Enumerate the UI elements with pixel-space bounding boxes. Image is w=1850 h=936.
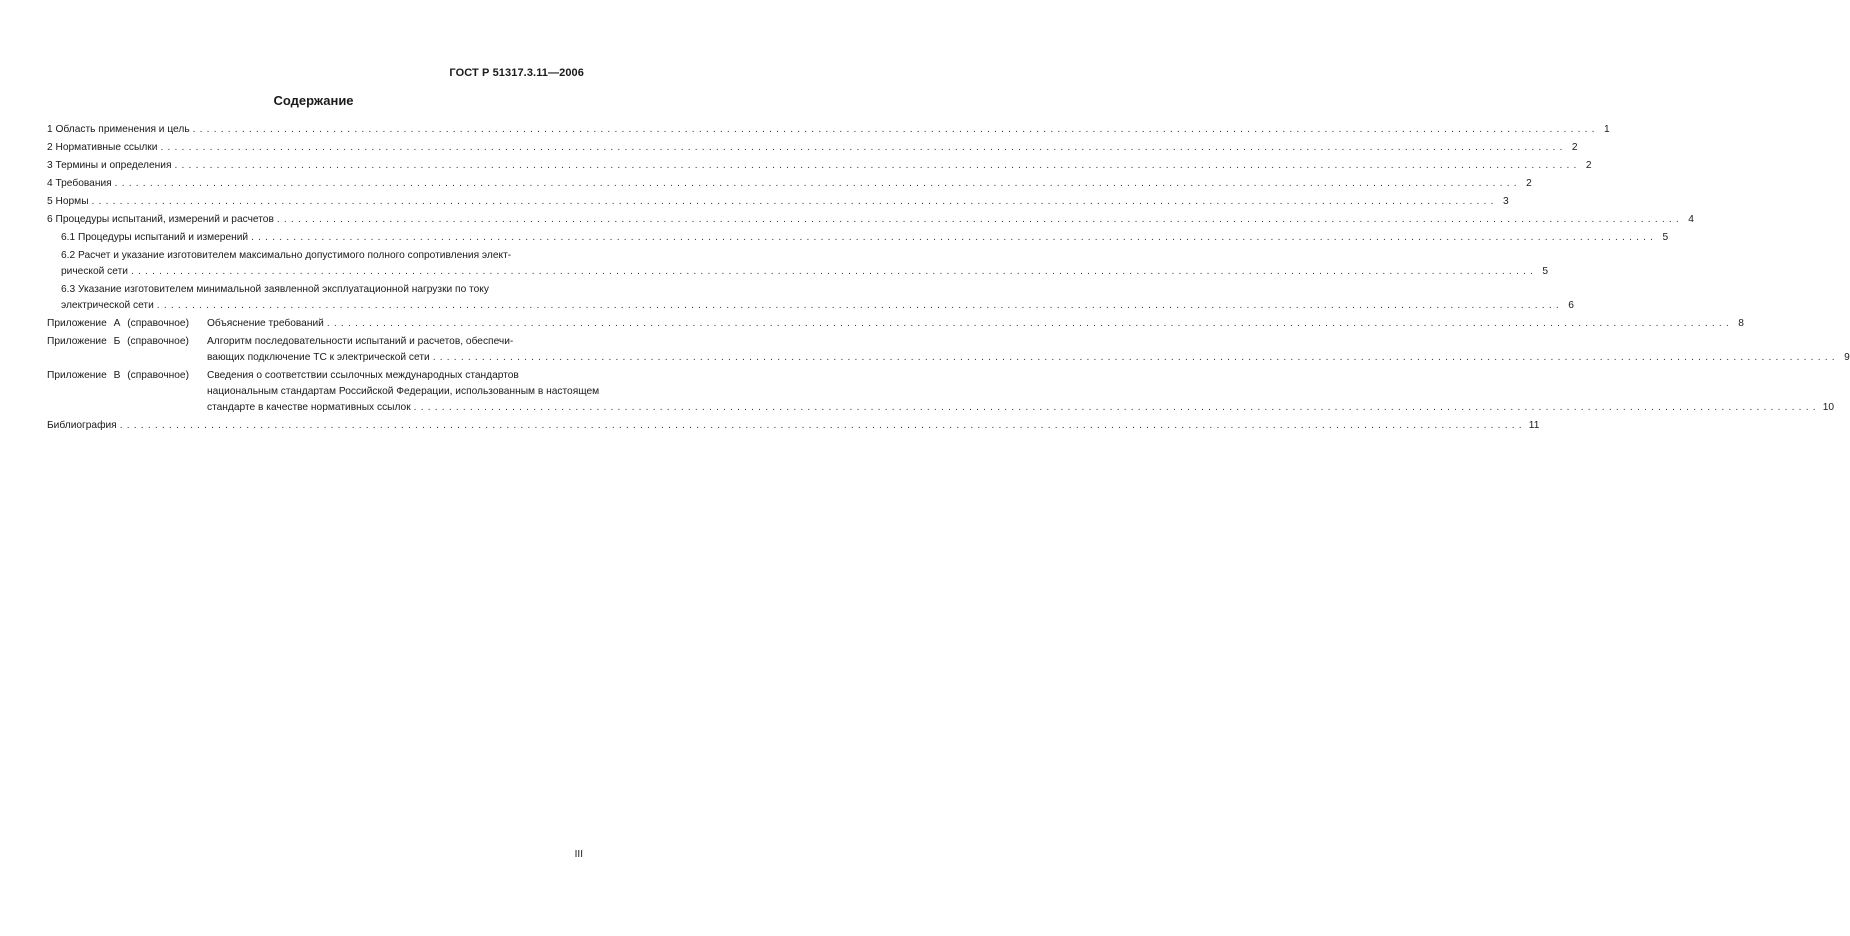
toc-entry-text: Алгоритм последовательности испытаний и расчетов, обеспечи- — [207, 336, 514, 347]
dot-leader: ........................................................................................................................................................................................................ — [130, 266, 1538, 277]
dot-leader: ........................................................................................................................................................................................................ — [326, 318, 1733, 329]
dot-leader: ........................................................................................................................................................................................................ — [114, 178, 1521, 189]
dot-leader: ........................................................................................................................................................................................................ — [119, 420, 1526, 431]
toc-entry-text-continued: стандарте в качестве нормативных ссылок — [207, 402, 411, 413]
toc-entry-4[interactable] — [47, 176, 1532, 192]
toc-entry-6[interactable] — [47, 212, 1694, 228]
dot-leader: ........................................................................................................................................................................................................ — [432, 352, 1839, 363]
dot-leader: ........................................................................................................................................................................................................ — [160, 142, 1567, 153]
toc-entry-page: 2 — [1526, 178, 1532, 189]
dot-leader: ........................................................................................................................................................................................................ — [276, 214, 1683, 225]
toc-entry-page: 6 — [1568, 300, 1574, 311]
toc-entry-text: 6.1 Процедуры испытаний и измерений — [61, 232, 249, 243]
appendix-prefix: Приложение Б (справочное) — [47, 336, 189, 347]
document-code: ГОСТ Р 51317.3.11—2006 — [449, 67, 584, 79]
toc-entry-page: 2 — [1571, 142, 1578, 153]
toc-entry-page: 8 — [1738, 318, 1744, 329]
toc-title: Содержание — [273, 93, 354, 108]
toc-entry-5[interactable] — [47, 194, 1509, 210]
toc-bibliography[interactable] — [47, 418, 1540, 434]
toc-entry-page: 11 — [1528, 420, 1540, 431]
toc-entry-text: Сведения о соответствии ссылочных международных стандартов — [207, 370, 519, 381]
toc-appendix-v[interactable] — [47, 368, 1835, 416]
toc-entry-text: 6 Процедуры испытаний, измерений и расчетов — [47, 214, 274, 225]
dot-leader: ........................................................................................................................................................................................................ — [251, 232, 1658, 243]
toc-subentry-6-1[interactable] — [47, 230, 1669, 246]
toc-entry-page: 5 — [1542, 266, 1549, 277]
dot-leader: ........................................................................................................................................................................................................ — [156, 300, 1563, 311]
toc-entry-text: 6.2 Расчет и указание изготовителем максимально допустимого полного сопротивления элект- — [61, 250, 512, 261]
page-number: III — [574, 849, 583, 860]
toc-entry-page: 3 — [1502, 196, 1509, 207]
toc-entry-1[interactable] — [47, 122, 1610, 138]
toc-entry-text: 3 Термины и определения — [47, 160, 172, 171]
toc-entry-text-continued: электрической сети — [61, 300, 154, 311]
toc-entry-text: 6.3 Указание изготовителем минимальной заявленной эксплуатационной нагрузки по току — [61, 284, 489, 295]
toc-entry-text-continued: рической сети — [61, 266, 128, 277]
dot-leader: ........................................................................................................................................................................................................ — [174, 160, 1581, 171]
toc-entry-3[interactable] — [47, 158, 1592, 174]
dot-leader: ........................................................................................................................................................................................................ — [91, 196, 1498, 207]
toc-entry-text-continued: вающих подключение ТС к электрической сети — [207, 352, 430, 363]
appendix-prefix: Приложение А (справочное) — [47, 318, 189, 329]
toc-entry-page: 9 — [1844, 352, 1850, 363]
toc-subentry-6-3[interactable] — [47, 282, 1574, 314]
toc-entry-text: 5 Нормы — [47, 196, 89, 207]
toc-entry-text: Объяснение требований — [207, 318, 324, 329]
toc-subentry-6-2[interactable] — [47, 248, 1549, 280]
toc-entry-text: Библиография — [47, 420, 117, 431]
dot-leader: ........................................................................................................................................................................................................ — [413, 402, 1820, 413]
toc-appendix-a[interactable] — [47, 316, 1744, 332]
toc-entry-text: 1 Область применения и цель — [47, 124, 190, 135]
toc-entry-page: 2 — [1585, 160, 1592, 171]
toc-entry-page: 1 — [1604, 124, 1610, 135]
appendix-prefix: Приложение В (справочное) — [47, 370, 189, 381]
toc-entry-page: 5 — [1662, 232, 1669, 243]
toc-entry-text: 2 Нормативные ссылки — [47, 142, 158, 153]
toc-entry-text-continued: национальным стандартам Российской Федерации, использованным в настоящем — [207, 386, 600, 397]
toc-entry-page: 4 — [1688, 214, 1694, 225]
table-of-contents — [47, 122, 1850, 436]
toc-appendix-b[interactable] — [47, 334, 1850, 366]
toc-entry-2[interactable] — [47, 140, 1578, 156]
toc-entry-page: 10 — [1822, 402, 1835, 413]
toc-entry-text: 4 Требования — [47, 178, 112, 189]
dot-leader: ........................................................................................................................................................................................................ — [192, 124, 1599, 135]
